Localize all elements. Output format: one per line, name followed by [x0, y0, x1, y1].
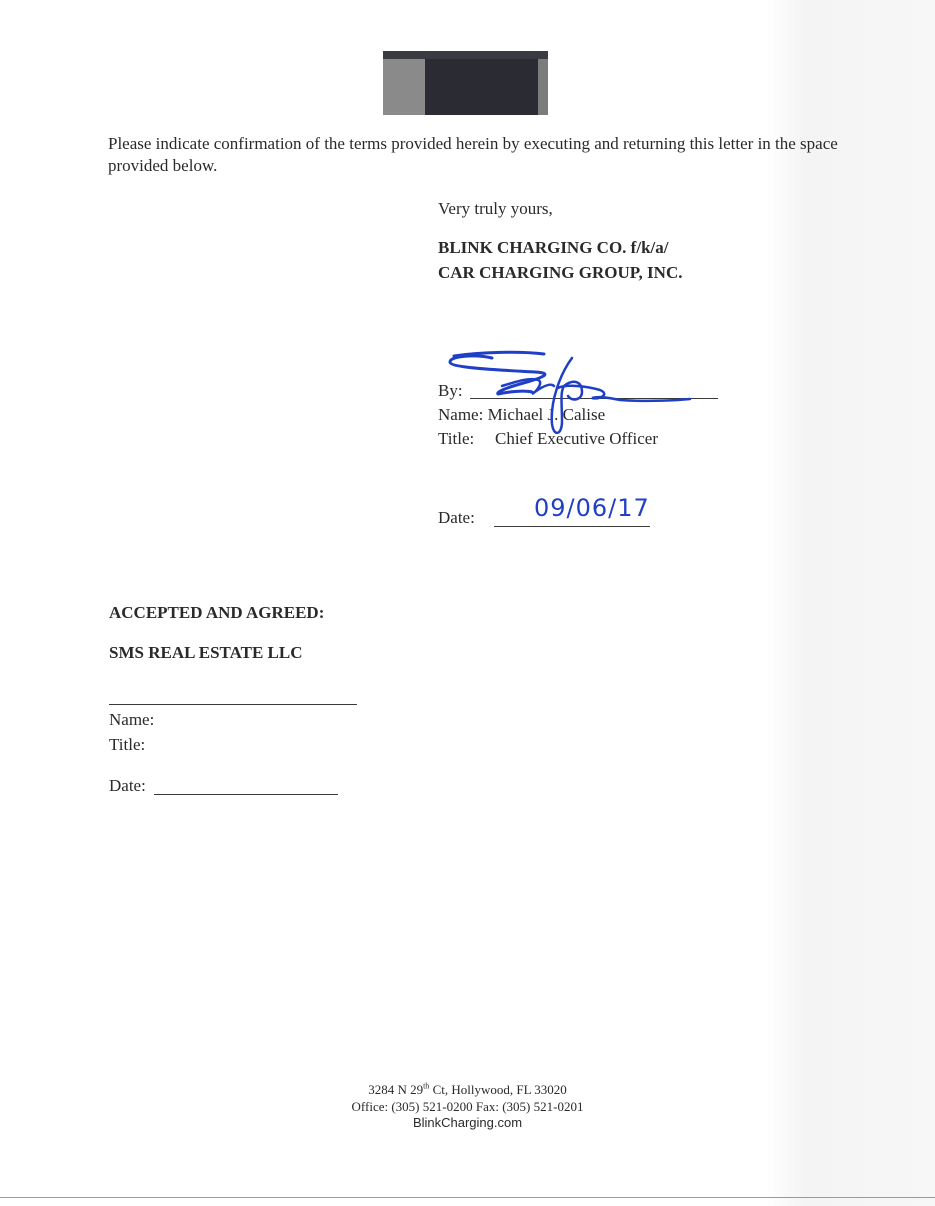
- acceptance-date-label: Date:: [109, 776, 146, 795]
- footer-address-prefix: 3284 N 29: [368, 1082, 424, 1097]
- intro-paragraph: Please indicate confirmation of the terms provided herein by executing and returning this letter in the space provided below.: [108, 134, 838, 175]
- date-label: Date:: [438, 508, 475, 527]
- redacted-logo-block: [383, 51, 548, 115]
- acceptance-name-label: Name:: [109, 710, 155, 729]
- logo-top-bar: [383, 51, 548, 59]
- company-name-line-1: BLINK CHARGING CO. f/k/a/: [438, 238, 669, 257]
- footer-address: [0, 1082, 935, 1098]
- signature-image: [440, 342, 720, 452]
- logo-left-strip: [383, 59, 425, 115]
- acceptance-signature-line: [109, 704, 357, 705]
- accepting-company: SMS REAL ESTATE LLC: [109, 643, 303, 662]
- logo-right-strip: [538, 59, 548, 115]
- signed-date: 09/06/17: [534, 494, 650, 522]
- acceptance-date-line: [154, 794, 338, 795]
- footer-address-sup: th: [423, 1081, 430, 1091]
- scan-bottom-edge: [0, 1197, 935, 1198]
- by-label: By:: [438, 381, 463, 400]
- signer-title-value: Chief Executive Officer: [495, 429, 659, 448]
- closing-text: Very truly yours,: [438, 199, 553, 218]
- footer-address-suffix: Ct, Hollywood, FL 33020: [429, 1082, 567, 1097]
- acceptance-title-label: Title:: [109, 735, 146, 754]
- date-line: [494, 526, 650, 527]
- signer-name: Name: Michael J. Calise: [438, 405, 606, 424]
- company-name-line-2: CAR CHARGING GROUP, INC.: [438, 263, 683, 282]
- signer-title-label: Title:: [438, 429, 475, 448]
- footer-website: BlinkCharging.com: [412, 1115, 523, 1130]
- accepted-heading: ACCEPTED AND AGREED:: [109, 603, 325, 622]
- footer-phone: Office: (305) 521-0200 Fax: (305) 521-0201: [351, 1099, 584, 1114]
